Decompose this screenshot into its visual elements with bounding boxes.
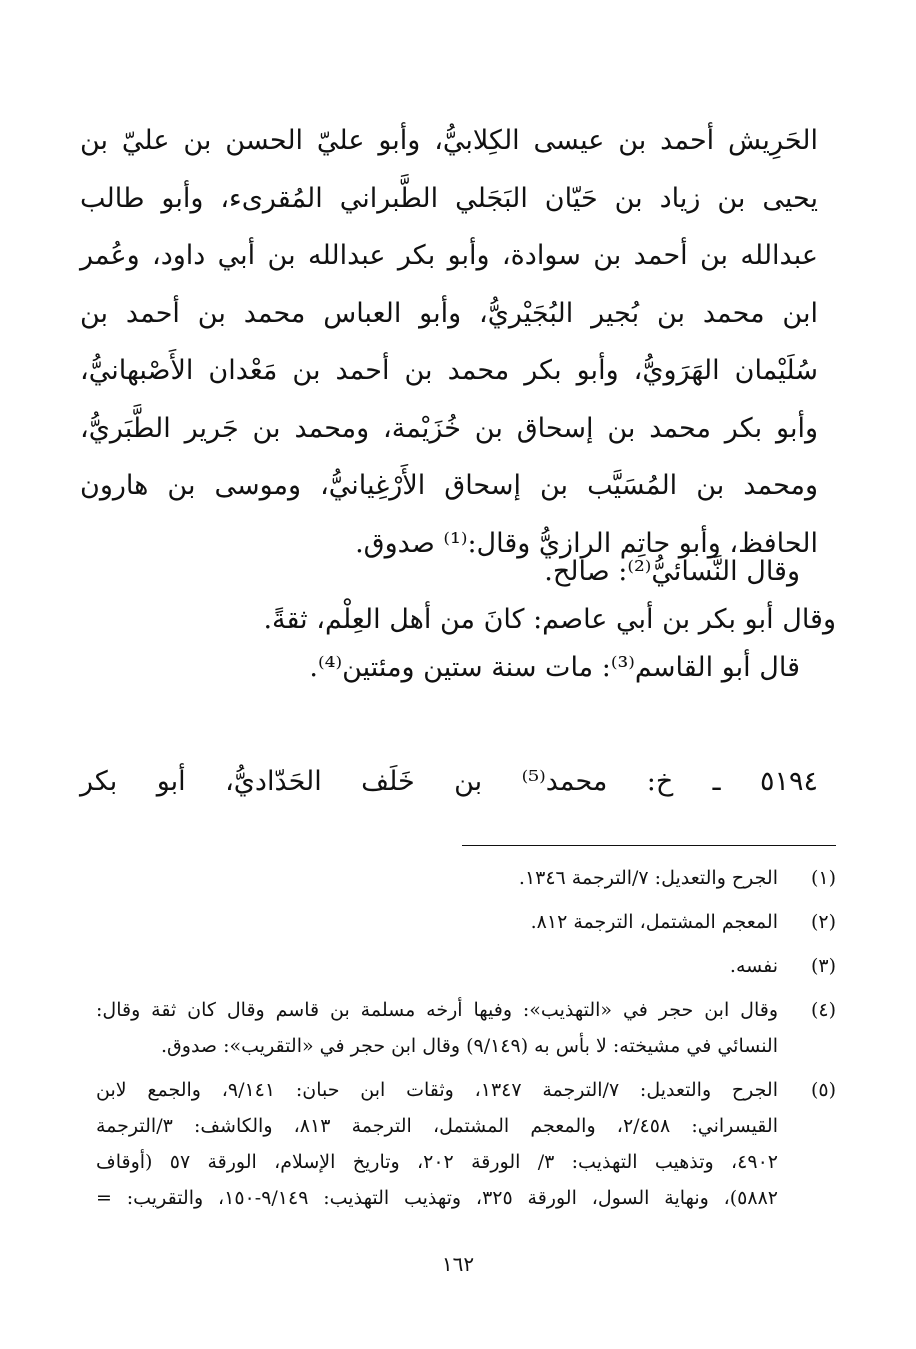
statements	[80, 548, 836, 692]
footnote	[96, 1072, 836, 1216]
footnote-text: نفسه.	[729, 955, 778, 977]
footnote	[96, 904, 836, 940]
footnote-text: النسائي في مشيخته: لا بأس به (٩/١٤٩) وقال ابن حجر في «التقريب»: صدوق.	[161, 1035, 778, 1057]
statement-line: قال أبو القاسم⁽³⁾: مات سنة ستين ومئتين⁽⁴⁾.	[309, 652, 800, 683]
footnote-number: (٥)	[810, 1079, 836, 1101]
footnote-number: (١)	[810, 867, 836, 889]
footnote-text: وقال ابن حجر في «التهذيب»: وفيها أرخه مسلمة بن قاسم وقال كان ثقة وقال:	[96, 999, 778, 1021]
footnote	[96, 860, 836, 896]
footnote-number: (٢)	[810, 911, 836, 933]
text-line: عبدالله بن أحمد بن سوادة، وأبو بكر عبدالله بن أبي داود، وعُمر	[80, 240, 818, 271]
footnote-text: الجرح والتعديل: ٧/الترجمة ١٣٤٦.	[518, 867, 778, 889]
footnote-text: ٤٩٠٢، وتذهيب التهذيب: ٣/ الورقة ٢٠٢، وتاريخ الإسلام، الورقة ٥٧ (أوقاف	[96, 1151, 778, 1173]
text-line: سُلَيْمان الهَرَويُّ، وأبو بكر محمد بن أحمد بن مَعْدان الأَصْبهانيُّ،	[80, 355, 818, 386]
text-line: الحافظ، وأبو حاتِم الرازيُّ وقال:⁽¹⁾ صدوق.	[355, 527, 818, 559]
footnote-text: ٥٨٨٢)، ونهاية السول، الورقة ٣٢٥، وتهذيب التهذيب: ٩/١٤٩-١٥٠، والتقريب: =	[96, 1187, 778, 1209]
text-line: وأبو بكر محمد بن إسحاق بن خُزَيْمة، ومحمد بن جَرير الطَّبَريُّ،	[80, 412, 818, 444]
statement-line: وقال النَّسائيُّ⁽²⁾: صالح.	[544, 556, 800, 587]
footnote-text: المعجم المشتمل، الترجمة ٨١٢.	[530, 911, 778, 933]
main-paragraph	[80, 112, 818, 572]
text-line: ومحمد بن المُسَيَّب بن إسحاق الأَرْغِيانيُّ، وموسى بن هارون	[80, 470, 818, 501]
page-number: ١٦٢	[441, 1252, 475, 1276]
footnote-number: (٤)	[810, 999, 836, 1021]
statement-line: وقال أبو بكر بن أبي عاصم: كانَ من أهل العِلْم، ثقةً.	[263, 604, 836, 635]
footnote-divider	[462, 845, 836, 846]
text-line: ابن محمد بن بُجير البُجَيْريُّ، وأبو العباس محمد بن أحمد بن	[80, 297, 818, 329]
footnote-text: القيسراني: ٢/٤٥٨، والمعجم المشتمل، الترجمة ٨١٣، والكاشف: ٣/الترجمة	[96, 1115, 778, 1137]
text-line: الحَرِيش أحمد بن عيسى الكِلابيُّ، وأبو عليّ الحسن بن عليّ بن	[80, 125, 818, 156]
footnote	[96, 992, 836, 1064]
footnote-text: الجرح والتعديل: ٧/الترجمة ١٣٤٧، وثقات ابن حبان: ٩/١٤١، والجمع لابن	[96, 1079, 778, 1101]
footnote-number: (٣)	[810, 955, 836, 977]
footnote	[96, 948, 836, 984]
footnotes	[96, 860, 836, 1224]
text-line: يحيى بن زياد بن حَيّان البَجَلي الطَّبراني المُقرىء، وأبو طالب	[80, 182, 818, 214]
entry-heading: ٥١٩٤ ـ خ: محمد⁽⁵⁾ بن خَلَف الحَدّاديُّ، أبو بكر	[80, 766, 818, 797]
